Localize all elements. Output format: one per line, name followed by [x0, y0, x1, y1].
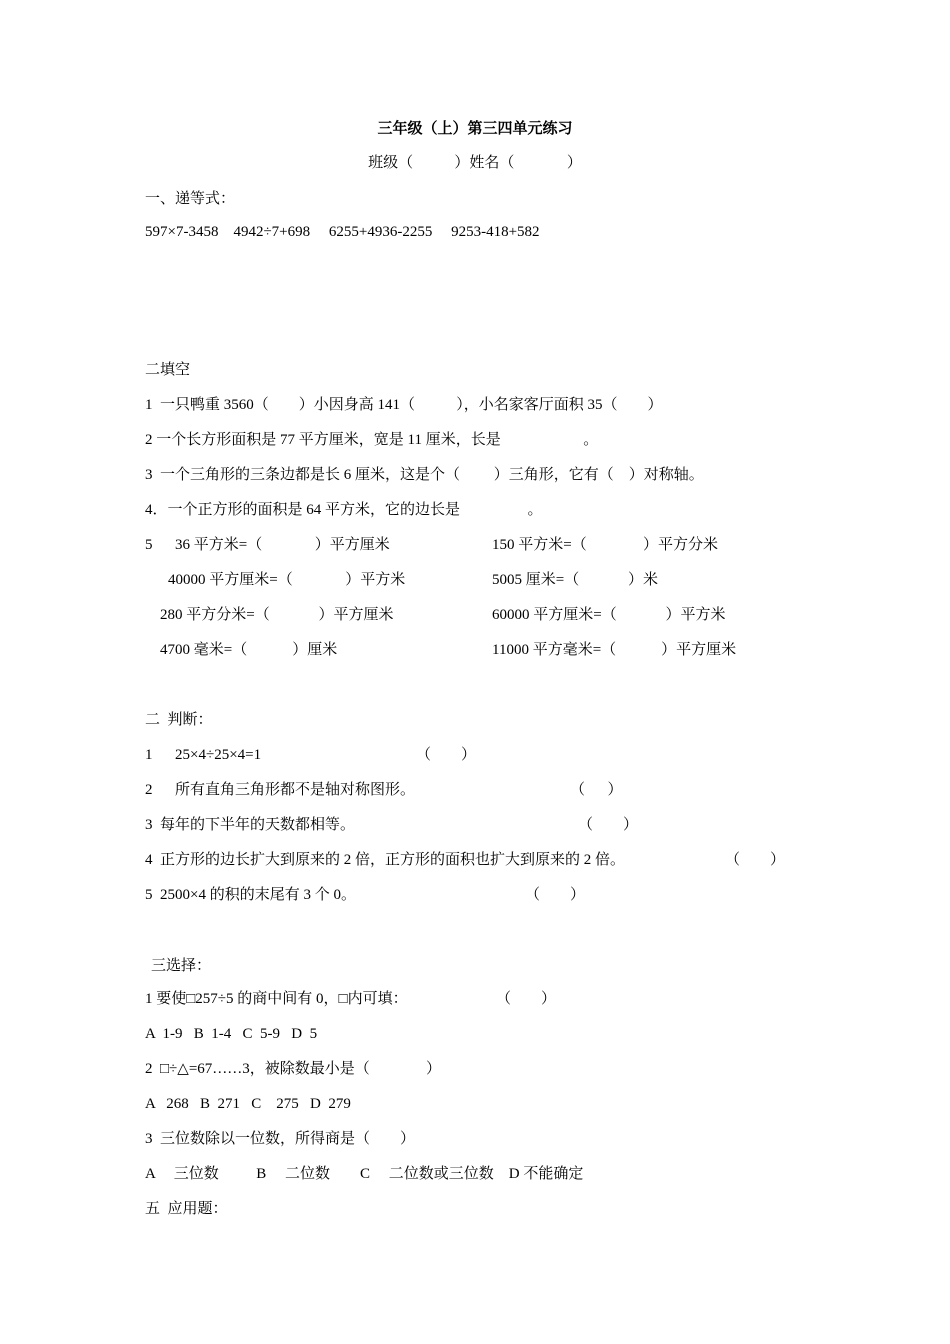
- judgement-item-bracket: （ ）: [570, 782, 623, 798]
- choice-q1-options: A 1-9 B 1-4 C 5-9 D 5: [145, 1026, 318, 1042]
- section-heading-fill-blank: 二填空: [145, 362, 191, 378]
- class-name-line: 班级（ ）姓名（ ）: [368, 155, 582, 171]
- conversion-row4-right: 11000 平方毫米=（ ）平方厘米: [492, 642, 737, 658]
- judgement-item-bracket: （ ）: [578, 817, 639, 833]
- conversion-row3-left: 280 平方分米=（ ）平方厘米: [160, 607, 394, 623]
- choice-q3: 3 三位数除以一位数，所得商是（ ）: [145, 1131, 416, 1147]
- fill-blank-q1: 1 一只鸭重 3560（ ）小因身高 141（ ），小名家客厅面积 35（ ）: [145, 397, 663, 413]
- choice-q2: 2 □÷△=67……3，被除数最小是（ ）: [145, 1061, 442, 1077]
- section-heading-calculation: 一、递等式：: [145, 191, 236, 207]
- fill-blank-q3: 3 一个三角形的三条边都是长 6 厘米，这是个（ ）三角形，它有（ ）对称轴。: [145, 467, 704, 483]
- judgement-item-bracket: （ ）: [525, 887, 586, 903]
- conversion-row1-left: 5 36 平方米=（ ）平方厘米: [145, 537, 390, 553]
- conversion-row2-left: 40000 平方厘米=（ ）平方米: [168, 572, 406, 588]
- choice-q1: 1 要使□257÷5 的商中间有 0，□内可填：: [145, 991, 408, 1007]
- fill-blank-q2: 2 一个长方形面积是 77 平方厘米，宽是 11 厘米，长是 。: [145, 432, 599, 448]
- choice-q1-bracket: （ ）: [496, 991, 557, 1007]
- choice-q2-options: A 268 B 271 C 275 D 279: [145, 1096, 351, 1112]
- choice-q3-options: A 三位数 B 二位数 C 二位数或三位数 D 不能确定: [145, 1166, 584, 1182]
- section-heading-choice: 三选择：: [151, 958, 212, 974]
- conversion-row2-right: 5005 厘米=（ ）米: [492, 572, 658, 588]
- page-title: 三年级（上）第三四单元练习: [377, 121, 573, 137]
- judgement-item-text: 4 正方形的边长扩大到原来的 2 倍，正方形的面积也扩大到原来的 2 倍。: [145, 852, 626, 868]
- conversion-row3-right: 60000 平方厘米=（ ）平方米: [492, 607, 726, 623]
- section-heading-judgement: 二 判断：: [145, 712, 213, 728]
- judgement-item-text: 2 所有直角三角形都不是轴对称图形。: [145, 782, 416, 798]
- judgement-item-text: 3 每年的下半年的天数都相等。: [145, 817, 356, 833]
- section-heading-word-problems: 五 应用题：: [145, 1201, 228, 1217]
- fill-blank-q4: 4．一个正方形的面积是 64 平方米，它的边长是 。: [145, 502, 543, 518]
- judgement-item-bracket: （ ）: [725, 852, 786, 868]
- calculation-expressions: 597×7-3458 4942÷7+698 6255+4936-2255 9253-418+582: [145, 224, 540, 240]
- conversion-row1-right: 150 平方米=（ ）平方分米: [492, 537, 718, 553]
- judgement-item-text: 1 25×4÷25×4=1: [145, 747, 262, 763]
- judgement-item-bracket: （ ）: [416, 747, 477, 763]
- judgement-item-text: 5 2500×4 的积的末尾有 3 个 0。: [145, 887, 356, 903]
- conversion-row4-left: 4700 毫米=（ ）厘米: [160, 642, 338, 658]
